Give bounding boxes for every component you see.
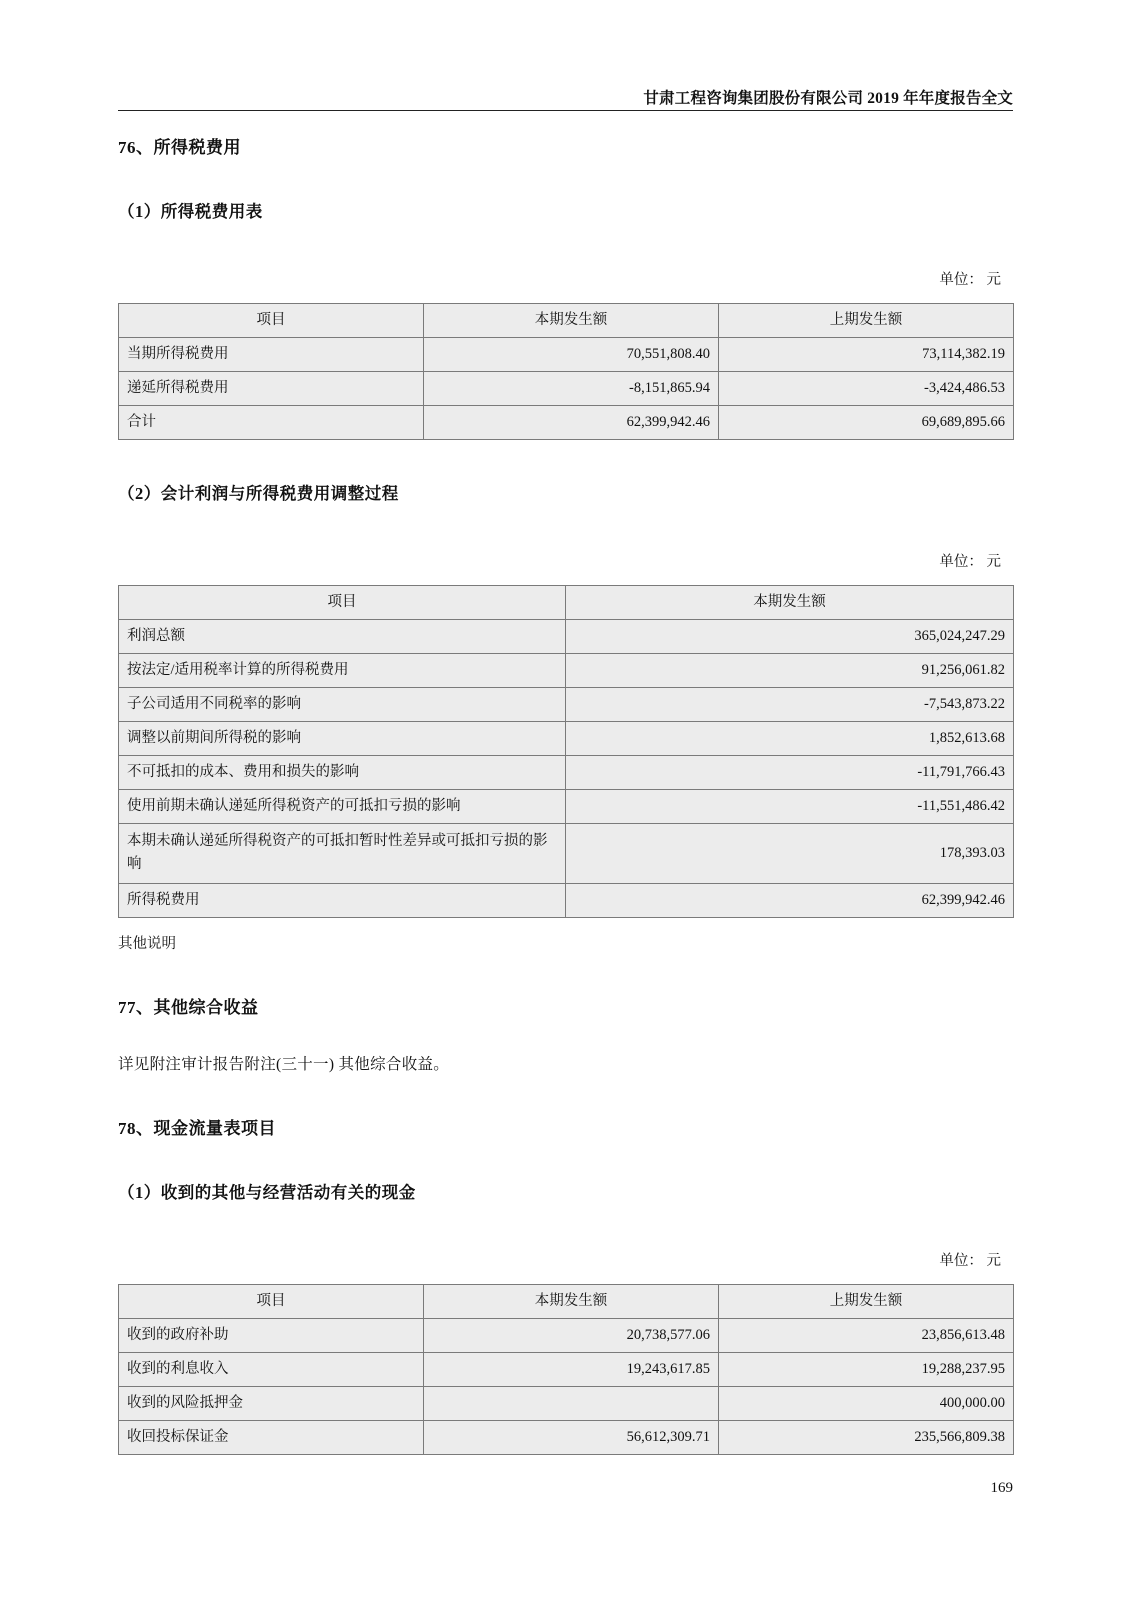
row-label: 本期未确认递延所得税资产的可抵扣暂时性差异或可抵扣亏损的影响	[119, 824, 566, 883]
row-label: 使用前期未确认递延所得税资产的可抵扣亏损的影响	[119, 790, 566, 824]
unit-label-table-2: 单位： 元	[939, 554, 1001, 571]
income-tax-expense-table	[118, 303, 1014, 440]
row-previous-value: 73,114,382.19	[719, 338, 1014, 372]
row-label: 所得税费用	[119, 883, 566, 917]
row-previous-value: -3,424,486.53	[719, 372, 1014, 406]
row-label: 不可抵扣的成本、费用和损失的影响	[119, 756, 566, 790]
row-current-value: -7,543,873.22	[566, 688, 1014, 722]
row-previous-value: 235,566,809.38	[719, 1420, 1014, 1454]
section-heading-78: 78、现金流量表项目	[118, 1118, 276, 1138]
row-current-value: 91,256,061.82	[566, 654, 1014, 688]
row-previous-value: 23,856,613.48	[719, 1318, 1014, 1352]
page-content	[118, 133, 1013, 1455]
column-header-item: 项目	[119, 304, 424, 338]
row-current-value: 19,243,617.85	[424, 1352, 719, 1386]
table-row	[119, 1318, 1014, 1352]
row-current-value: -8,151,865.94	[424, 372, 719, 406]
column-header-previous: 上期发生额	[719, 304, 1014, 338]
unit-label-table-1: 单位： 元	[939, 272, 1001, 288]
table-row	[119, 1420, 1014, 1454]
row-current-value: 62,399,942.46	[424, 406, 719, 440]
table-row	[119, 1352, 1014, 1386]
table-header-row	[119, 586, 1014, 620]
table-row	[119, 722, 1014, 756]
table-header-row	[119, 304, 1014, 338]
row-label: 收到的风险抵押金	[119, 1386, 424, 1420]
row-label: 当期所得税费用	[119, 338, 424, 372]
table-header-row	[119, 1284, 1014, 1318]
subsection-heading-76-2: （2）会计利润与所得税费用调整过程	[118, 484, 399, 504]
row-label: 收到的利息收入	[119, 1352, 424, 1386]
row-current-value: 70,551,808.40	[424, 338, 719, 372]
row-current-value: -11,551,486.42	[566, 790, 1014, 824]
row-current-value	[424, 1386, 719, 1420]
row-previous-value: 19,288,237.95	[719, 1352, 1014, 1386]
column-header-current: 本期发生额	[424, 1284, 719, 1318]
row-label: 按法定/适用税率计算的所得税费用	[119, 654, 566, 688]
table-row	[119, 372, 1014, 406]
profit-tax-reconciliation-table	[118, 585, 1014, 918]
row-label: 收到的政府补助	[119, 1318, 424, 1352]
table-row	[119, 406, 1014, 440]
table-row	[119, 688, 1014, 722]
section-heading-77: 77、其他综合收益	[118, 997, 259, 1017]
column-header-current: 本期发生额	[566, 586, 1014, 620]
row-label: 子公司适用不同税率的影响	[119, 688, 566, 722]
row-label: 调整以前期间所得税的影响	[119, 722, 566, 756]
row-current-value: -11,791,766.43	[566, 756, 1014, 790]
subsection-heading-78-1: （1）收到的其他与经营活动有关的现金	[118, 1182, 416, 1202]
row-current-value: 178,393.03	[566, 824, 1014, 883]
row-label: 合计	[119, 406, 424, 440]
table-row	[119, 756, 1014, 790]
column-header-item: 项目	[119, 586, 566, 620]
header-divider	[118, 110, 1013, 111]
unit-label-table-3: 单位： 元	[939, 1252, 1001, 1269]
table-row	[119, 883, 1014, 917]
column-header-item: 项目	[119, 1284, 424, 1318]
section-heading-76: 76、所得税费用	[118, 138, 241, 157]
section-77-paragraph: 详见附注审计报告附注(三十一) 其他综合收益。	[118, 1055, 450, 1073]
row-previous-value: 69,689,895.66	[719, 406, 1014, 440]
table-footnote: 其他说明	[118, 935, 176, 952]
row-label: 利润总额	[119, 620, 566, 654]
page-number: 169	[990, 1480, 1013, 1496]
row-label: 收回投标保证金	[119, 1420, 424, 1454]
table-row	[119, 790, 1014, 824]
row-current-value: 56,612,309.71	[424, 1420, 719, 1454]
row-current-value: 1,852,613.68	[566, 722, 1014, 756]
table-row	[119, 1386, 1014, 1420]
row-previous-value: 400,000.00	[719, 1386, 1014, 1420]
table-row	[119, 654, 1014, 688]
column-header-previous: 上期发生额	[719, 1284, 1014, 1318]
column-header-current: 本期发生额	[424, 304, 719, 338]
row-label: 递延所得税费用	[119, 372, 424, 406]
table-row	[119, 338, 1014, 372]
row-current-value: 365,024,247.29	[566, 620, 1014, 654]
row-current-value: 62,399,942.46	[566, 883, 1014, 917]
other-operating-cash-received-table	[118, 1284, 1014, 1455]
row-current-value: 20,738,577.06	[424, 1318, 719, 1352]
subsection-heading-76-1: （1）所得税费用表	[118, 202, 263, 221]
table-row	[119, 824, 1014, 883]
page-header: 甘肃工程咨询集团股份有限公司 2019 年年度报告全文	[643, 90, 1013, 107]
table-row	[119, 620, 1014, 654]
